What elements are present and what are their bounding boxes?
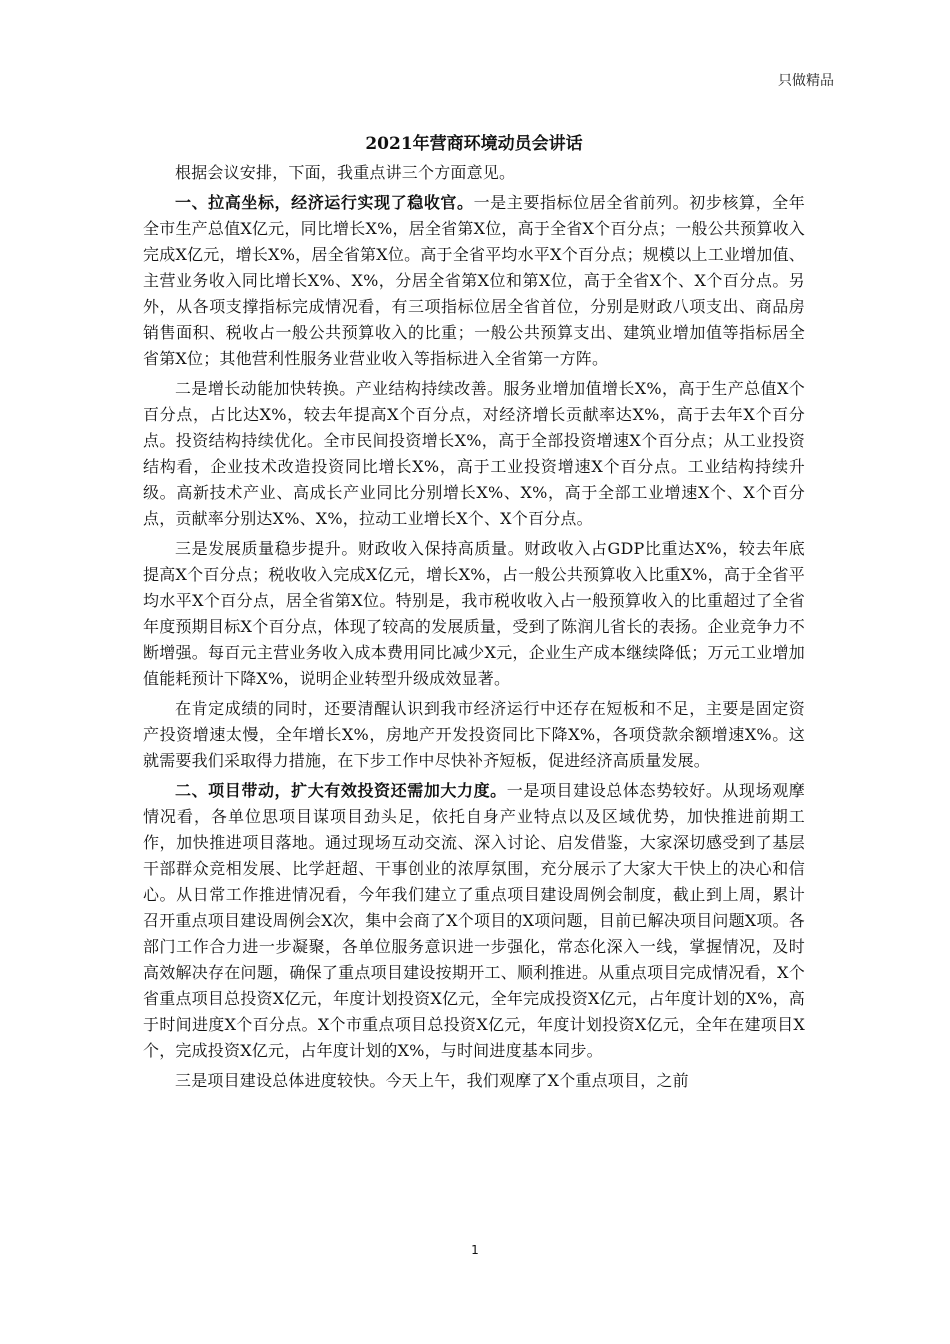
paragraph-text: 三是项目建设总体进度较快。今天上午，我们观摩了X个重点项目，之前 — [175, 1071, 689, 1090]
document-body — [143, 130, 805, 1098]
paragraph-text: 在肯定成绩的同时，还要清醒认识到我市经济运行中还存在短板和不足，主要是固定资产投资增速太慢，全年增长X%，房地产开发投资同比下降X%，各项贷款余额增速X%。这就需要我们采取得力措施，在下步工作中尽快补齐短板，促进经济高质量发展。 — [143, 699, 805, 770]
paragraph-section-1 — [143, 190, 805, 372]
document-title: 2021年营商环境动员会讲话 — [365, 134, 583, 154]
paragraph-growth-momentum — [143, 376, 805, 532]
paragraph-text: 三是发展质量稳步提升。财政收入保持高质量。财政收入占GDP比重达X%，较去年底提高X个百分点；税收收入完成X亿元，增长X%，占一般公共预算收入比重X%，高于全省平均水平X个百分点，居全省第X位。特别是，我市税收收入占一般预算收入的比重超过了全省年度预期目标X个百分点，体现了较高的发展质量，受到了陈润儿省长的表扬。企业竞争力不断增强。每百元主营业务收入成本费用同比减少X元，企业生产成本继续降低；万元工业增加值能耗预计下降X%，说明企业转型升级成效显著。 — [143, 539, 805, 688]
paragraph-text: 二是增长动能加快转换。产业结构持续改善。服务业增加值增长X%，高于生产总值X个百分点，占比达X%，较去年提高X个百分点，对经济增长贡献率达X%，高于去年X个百分点。投资结构持续优化。全市民间投资增长X%，高于全部投资增速X个百分点；从工业投资结构看，企业技术改造投资同比增长X%，高于工业投资增速X个百分点。工业结构持续升级。高新技术产业、高成长产业同比分别增长X%、X%，高于全部工业增速X个、X个百分点，贡献率分别达X%、X%，拉动工业增长X个、X个百分点。 — [143, 379, 805, 528]
paragraph-lead: 一、拉高坐标，经济运行实现了稳收官。 — [175, 193, 474, 212]
header-note: 只做精品 — [778, 73, 834, 89]
page-number: 1 — [471, 1243, 479, 1257]
paragraph-text: 一是项目建设总体态势较好。从现场观摩情况看，各单位思项目谋项目劲头足，依托自身产业特点以及区域优势，加快推进前期工作，加快推进项目落地。通过现场互动交流、深入讨论、启发借鉴，大家深切感受到了基层干部群众竞相发展、比学赶超、干事创业的浓厚氛围，充分展示了大家大干快上的决心和信心。从日常工作推进情况看，今年我们建立了重点项目建设周例会制度，截止到上周，累计召开重点项目建设周例会X次，集中会商了X个项目的X项问题，目前已解决项目问题X项。各部门工作合力进一步凝聚，各单位服务意识进一步强化，常态化深入一线，掌握情况，及时高效解决存在问题，确保了重点项目建设按期开工、顺利推进。从重点项目完成情况看，X个省重点项目总投资X亿元，年度计划投资X亿元，全年完成投资X亿元，占年度计划的X%，高于时间进度X个百分点。X个市重点项目总投资X亿元，年度计划投资X亿元，全年在建项目X个，完成投资X亿元，占年度计划的X%，与时间进度基本同步。 — [143, 781, 805, 1060]
paragraph-intro — [143, 160, 805, 186]
paragraph-shortcomings — [143, 696, 805, 774]
paragraph-text: 一是主要指标位居全省前列。初步核算，全年全市生产总值X亿元，同比增长X%，居全省第X位，高于全省X个百分点；一般公共预算收入完成X亿元，增长X%，居全省第X位。高于全省平均水平X个百分点；规模以上工业增加值、主营业务收入同比增长X%、X%，分居全省第X位和第X位，高于全省X个、X个百分点。另外，从各项支撑指标完成情况看，有三项指标位居全省首位，分别是财政八项支出、商品房销售面积、税收占一般公共预算收入的比重；一般公共预算支出、建筑业增加值等指标居全省第X位；其他营利性服务业营业收入等指标进入全省第一方阵。 — [143, 193, 805, 368]
paragraph-lead: 二、项目带动，扩大有效投资还需加大力度。 — [175, 781, 507, 800]
paragraph-quality — [143, 536, 805, 692]
paragraph-progress — [143, 1068, 805, 1094]
paragraph-section-2 — [143, 778, 805, 1064]
paragraph-text: 根据会议安排，下面，我重点讲三个方面意见。 — [175, 163, 516, 182]
